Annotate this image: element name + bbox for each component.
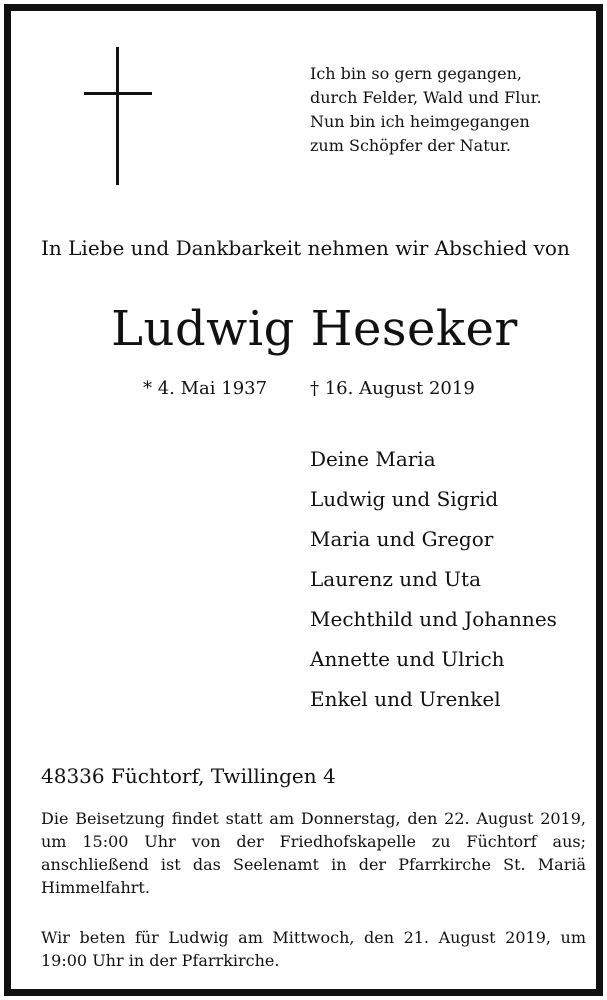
intro-text: In Liebe und Dankbarkeit nehmen wir Abschied von <box>41 236 570 260</box>
poem-line: zum Schöpfer der Natur. <box>310 136 511 155</box>
prayer-info: Wir beten für Ludwig am Mittwoch, den 21. August 2019, um 19:00 Uhr in der Pfarrkirche. <box>41 928 586 970</box>
address: 48336 Füchtorf, Twillingen 4 <box>41 764 336 788</box>
mourner-item: Deine Maria <box>310 447 436 471</box>
mourner-item: Ludwig und Sigrid <box>310 487 499 511</box>
deceased-name: Ludwig Heseker <box>111 301 518 357</box>
poem-line: Ich bin so gern gegangen, <box>310 64 522 83</box>
poem-line: Nun bin ich heimgegangen <box>310 112 530 131</box>
mourner-item: Maria und Gregor <box>310 527 494 551</box>
mourner-item: Mechthild und Johannes <box>310 607 557 631</box>
birth-date: * 4. Mai 1937 <box>143 378 268 399</box>
death-date: † 16. August 2019 <box>310 378 475 399</box>
poem <box>310 62 600 158</box>
obituary-frame <box>4 4 603 996</box>
mourner-item: Annette und Ulrich <box>310 647 505 671</box>
funeral-info: Die Beisetzung findet statt am Donnerstag, den 22. August 2019, um 15:00 Uhr von der Friedhofskapelle zu Füchtorf aus; anschließend ist das Seelenamt in der Pfarrkirche St. Mariä Himmelfahrt. <box>41 809 586 897</box>
mourner-item: Laurenz und Uta <box>310 567 481 591</box>
mourner-item: Enkel und Urenkel <box>310 687 501 711</box>
mourners-list <box>310 439 557 719</box>
poem-line: durch Felder, Wald und Flur. <box>310 88 542 107</box>
cross-icon <box>84 47 152 185</box>
